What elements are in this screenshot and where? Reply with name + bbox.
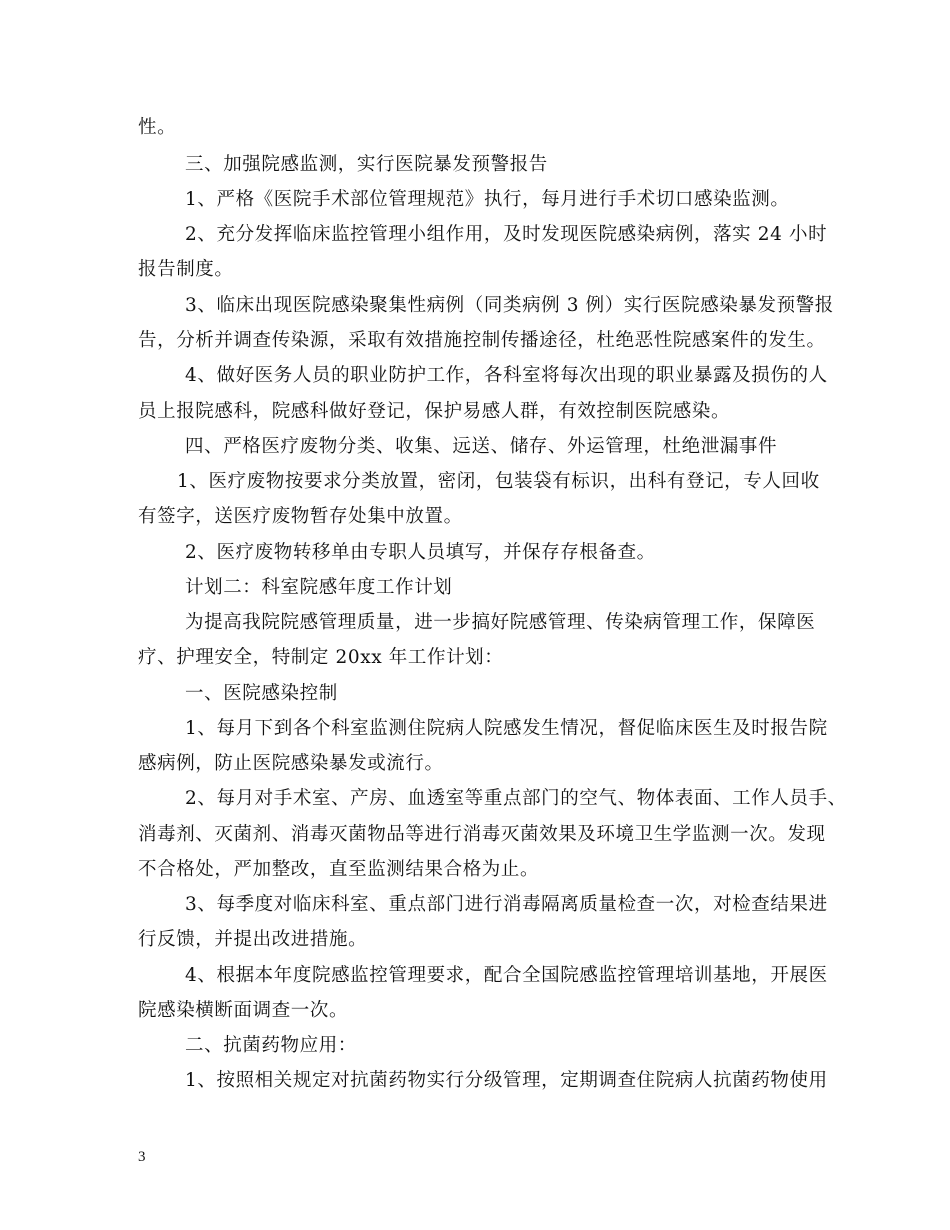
text-line: 感病例，防止医院感染暴发或流行。 bbox=[138, 753, 444, 774]
text-line: 1、每月下到各个科室监测住院病人院感发生情况，督促临床医生及时报告院 bbox=[185, 718, 828, 739]
section-heading: 三、加强院感监测，实行医院暴发预警报告 bbox=[185, 154, 548, 175]
text-line: 性。 bbox=[138, 117, 177, 138]
text-line: 4、根据本年度院感监控管理要求，配合全国院感监控管理培训基地，开展医 bbox=[185, 965, 828, 986]
section-heading: 四、严格医疗废物分类、收集、远送、储存、外运管理，杜绝泄漏事件 bbox=[185, 436, 778, 457]
text-line: 2、医疗废物转移单由专职人员填写，并保存存根备查。 bbox=[185, 542, 656, 563]
section-heading: 二、抗菌药物应用： bbox=[185, 1035, 357, 1056]
text-line: 3、临床出现医院感染聚集性病例（同类病例 3 例）实行医院感染暴发预警报 bbox=[185, 295, 834, 316]
text-line: 疗、护理安全，特制定 20xx 年工作计划： bbox=[138, 647, 504, 668]
text-line: 1、严格《医院手术部位管理规范》执行，每月进行手术切口感染监测。 bbox=[185, 189, 790, 210]
page-number: 3 bbox=[138, 1149, 146, 1165]
text-line: 有签字，送医疗废物暂存处集中放置。 bbox=[138, 506, 463, 527]
text-line: 院感染横断面调查一次。 bbox=[138, 1000, 349, 1021]
text-line: 2、每月对手术室、产房、血透室等重点部门的空气、物体表面、工作人员手、 bbox=[185, 788, 847, 809]
text-line: 1、医疗废物按要求分类放置，密闭，包装袋有标识，出科有登记，专人回收 bbox=[177, 471, 820, 492]
text-line: 员上报院感科，院感科做好登记，保护易感人群，有效控制医院感染。 bbox=[138, 401, 731, 422]
text-line: 4、做好医务人员的职业防护工作，各科室将每次出现的职业暴露及损伤的人 bbox=[185, 365, 828, 386]
text-line: 告，分析并调查传染源，采取有效措施控制传播途径，杜绝恶性院感案件的发生。 bbox=[138, 330, 826, 351]
text-line: 2、充分发挥临床监控管理小组作用，及时发现医院感染病例，落实 24 小时 bbox=[185, 224, 828, 245]
plan-heading: 计划二：科室院感年度工作计划 bbox=[185, 577, 453, 598]
text-line: 3、每季度对临床科室、重点部门进行消毒隔离质量检查一次，对检查结果进 bbox=[185, 894, 828, 915]
section-heading: 一、医院感染控制 bbox=[185, 683, 338, 704]
text-line: 为提高我院院感管理质量，进一步搞好院感管理、传染病管理工作，保障医 bbox=[185, 612, 816, 633]
text-line: 报告制度。 bbox=[138, 259, 234, 280]
text-line: 1、按照相关规定对抗菌药物实行分级管理，定期调查住院病人抗菌药物使用 bbox=[185, 1070, 828, 1091]
text-line: 行反馈，并提出改进措施。 bbox=[138, 929, 368, 950]
text-line: 消毒剂、灭菌剂、消毒灭菌物品等进行消毒灭菌效果及环境卫生学监测一次。发现 bbox=[138, 824, 826, 845]
text-line: 不合格处，严加整改，直至监测结果合格为止。 bbox=[138, 859, 540, 880]
